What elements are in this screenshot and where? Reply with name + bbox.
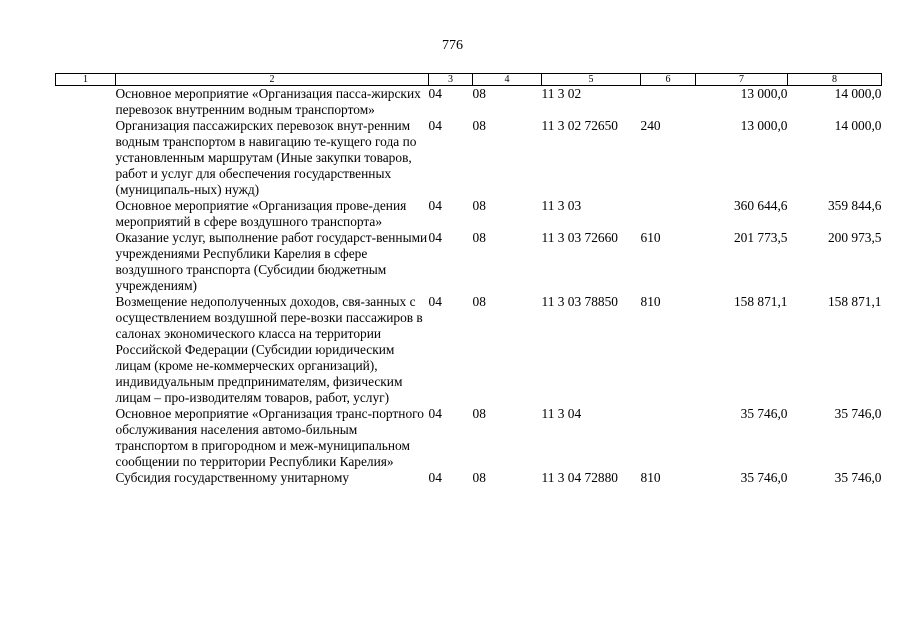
table-row [56, 86, 882, 119]
amount-year-2: 359 844,6 [827, 198, 882, 213]
target-article-code: 11 3 02 72650 [541, 118, 618, 133]
target-article-code: 11 3 02 [541, 86, 582, 101]
expense-type-code [641, 406, 696, 470]
row-name: Возмещение недополученных доходов, свя-занных с осуществлением воздушной пере-возки пассажиров в салонах экономического класса на территории Российской Федерации (Субсидии юридическим лицам (кроме не-коммерческих организаций), индивидуальным предпринимателям, физическим лицам – про-изводителям товаров, работ, услуг) [115, 294, 423, 405]
column-header-6: 6 [641, 74, 696, 86]
amount-year-2: 35 746,0 [834, 406, 882, 421]
amount-year-1: 13 000,0 [740, 118, 788, 133]
column-number-row [56, 74, 882, 86]
section-code: 04 [428, 86, 442, 101]
amount-year-1: 360 644,6 [733, 198, 788, 213]
subsection-code: 08 [472, 118, 486, 133]
target-article-code: 11 3 03 72660 [541, 230, 618, 245]
amount-year-2: 14 000,0 [834, 86, 882, 101]
row-index-cell [56, 406, 116, 470]
target-article-code: 11 3 04 72880 [541, 470, 618, 485]
budget-table [55, 73, 882, 486]
row-index-cell [56, 198, 116, 230]
expense-type-code: 810 [640, 294, 661, 309]
amount-year-1: 201 773,5 [733, 230, 788, 245]
table-row [56, 470, 882, 486]
subsection-code: 08 [472, 406, 486, 421]
column-header-7: 7 [696, 74, 788, 86]
row-name: Основное мероприятие «Организация транс-портного обслуживания населения автомо-бильным транспортом в пригородном и меж-муниципальном сообщении по территории Республики Карелия» [115, 406, 424, 469]
subsection-code: 08 [472, 294, 486, 309]
section-code: 04 [428, 198, 442, 213]
expense-type-code [641, 86, 696, 119]
row-index-cell [56, 470, 116, 486]
column-header-2: 2 [116, 74, 429, 86]
amount-year-1: 35 746,0 [740, 406, 788, 421]
page-number: 776 [442, 38, 463, 53]
table-row [56, 198, 882, 230]
row-name: Основное мероприятие «Организация прове-дения мероприятий в сфере воздушного транспорта» [115, 198, 407, 229]
row-index-cell [56, 230, 116, 294]
row-name: Субсидия государственному унитарному [115, 470, 350, 485]
section-code: 04 [428, 406, 442, 421]
subsection-code: 08 [472, 470, 486, 485]
section-code: 04 [428, 470, 442, 485]
row-index-cell [56, 294, 116, 406]
section-code: 04 [428, 294, 442, 309]
column-header-3: 3 [429, 74, 473, 86]
subsection-code: 08 [472, 198, 486, 213]
amount-year-2: 158 871,1 [827, 294, 882, 309]
column-header-5: 5 [542, 74, 641, 86]
table-row [56, 406, 882, 470]
table-row [56, 230, 882, 294]
row-index-cell [56, 86, 116, 119]
amount-year-2: 14 000,0 [834, 118, 882, 133]
section-code: 04 [428, 118, 442, 133]
section-code: 04 [428, 230, 442, 245]
row-name: Организация пассажирских перевозок внут-ренним водным транспортом в навигацию те-кущего года по установленным маршрутам (Иные закупки товаров, работ и услуг для обеспечения государственных (муниципаль-ных) нужд) [115, 118, 417, 197]
target-article-code: 11 3 04 [541, 406, 582, 421]
amount-year-1: 158 871,1 [733, 294, 788, 309]
column-header-8: 8 [788, 74, 882, 86]
expense-type-code [641, 198, 696, 230]
amount-year-2: 35 746,0 [834, 470, 882, 485]
column-header-4: 4 [473, 74, 542, 86]
amount-year-1: 13 000,0 [740, 86, 788, 101]
expense-type-code: 610 [640, 230, 661, 245]
row-name: Оказание услуг, выполнение работ государст-венными учреждениями Республики Карелия в сфере воздушного транспорта (Субсидии бюджетным учреждениям) [115, 230, 428, 293]
subsection-code: 08 [472, 230, 486, 245]
table-row [56, 118, 882, 198]
row-name: Основное мероприятие «Организация пасса-жирских перевозок внутренним водным транспортом» [115, 86, 421, 117]
expense-type-code: 810 [640, 470, 661, 485]
table-row [56, 294, 882, 406]
amount-year-2: 200 973,5 [827, 230, 882, 245]
subsection-code: 08 [472, 86, 486, 101]
column-header-1: 1 [56, 74, 116, 86]
amount-year-1: 35 746,0 [740, 470, 788, 485]
target-article-code: 11 3 03 78850 [541, 294, 618, 309]
expense-type-code: 240 [640, 118, 661, 133]
target-article-code: 11 3 03 [541, 198, 582, 213]
row-index-cell [56, 118, 116, 198]
